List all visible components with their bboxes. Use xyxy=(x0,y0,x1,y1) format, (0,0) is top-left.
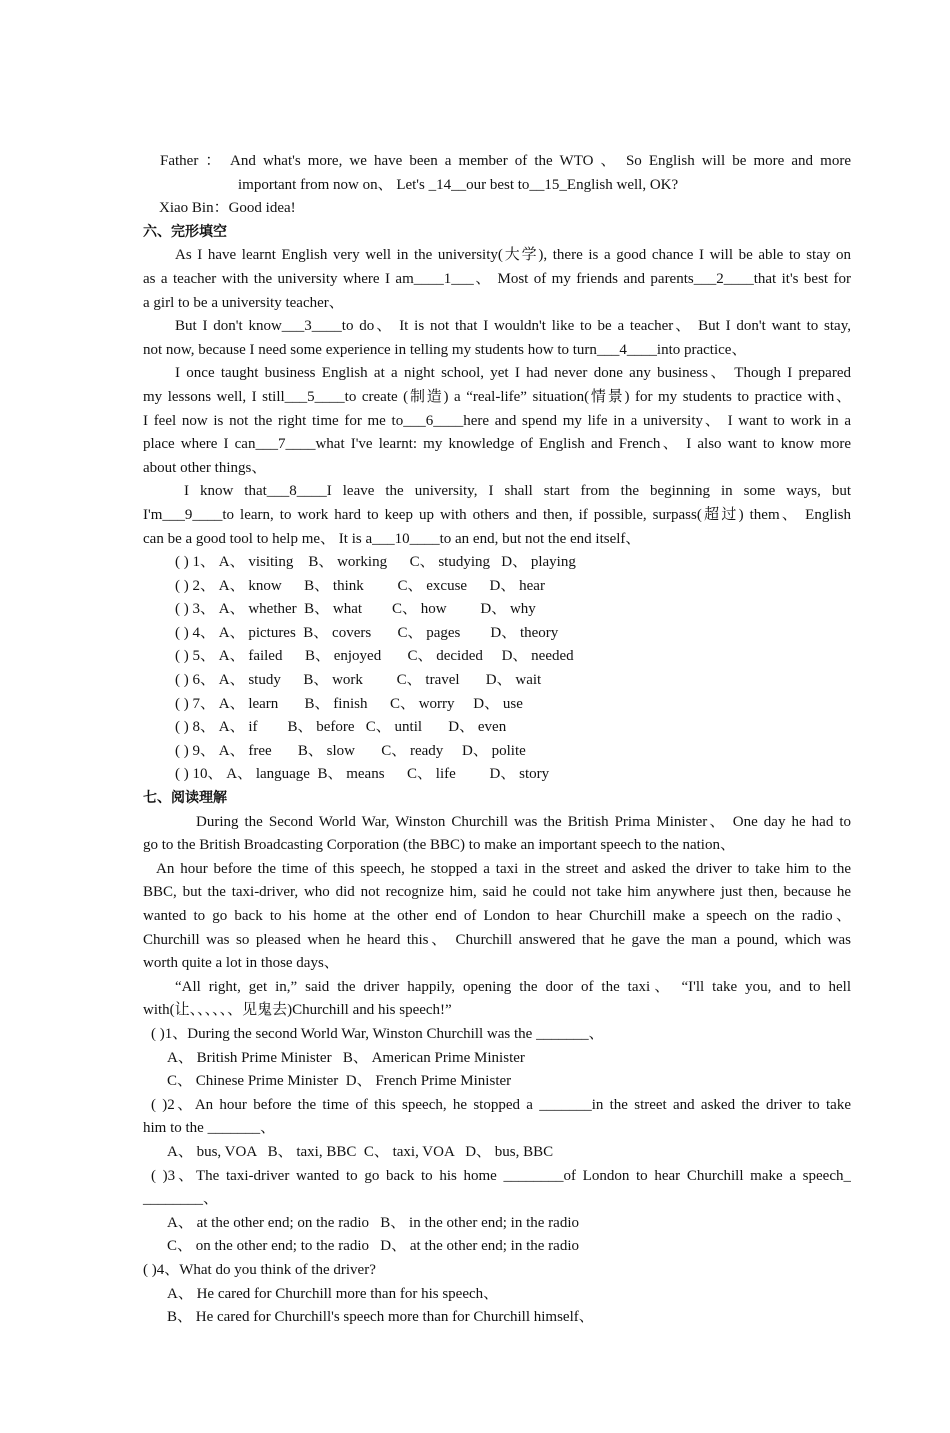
reading-line: “All right, get in,” said the driver happily, opening the door of the taxi、 “I'll take you, and to hell xyxy=(175,978,851,995)
document-page xyxy=(143,150,851,1330)
section-6-heading: 六、完形填空 xyxy=(143,223,227,240)
reading-line: go to the British Broadcasting Corporation (the BBC) to make an important speech to the nation、 xyxy=(143,837,735,854)
question-line: him to the _______、 xyxy=(143,1120,276,1137)
question-option: A、 at the other end; on the radio B、 in the other end; in the radio xyxy=(167,1214,579,1231)
father-line-1 xyxy=(143,150,851,174)
reading-line: BBC, but the taxi-driver, who did not recognize him, said he could not take him anywhere just then, because he xyxy=(143,884,851,901)
question-line: ( )3、The taxi-driver wanted to go back to his home ________of London to hear Churchill make a speech_ xyxy=(151,1167,851,1184)
cloze-line: a girl to be a university teacher、 xyxy=(143,294,344,311)
cloze-line: I'm___9____to learn, to work hard to keep up with others and then, if possible, surpass(超过) them、 English xyxy=(143,506,851,523)
cloze-line: place where I can___7____what I've learnt: my knowledge of English and French、 I also want to know more xyxy=(143,436,851,453)
reading-line: worth quite a lot in those days、 xyxy=(143,955,339,972)
cloze-line: my lessons well, I still___5____to create (制造) a “real-life” situation(情景) for my students to practice with、 xyxy=(143,388,851,405)
speaker-father: Father ： xyxy=(160,153,224,169)
question-line: ( )2、An hour before the time of this speech, he stopped a _______in the street and asked the driver to take xyxy=(151,1096,851,1113)
question-option: A、 British Prime Minister B、 American Prime Minister xyxy=(167,1049,525,1066)
option-row: ( ) 9、 A、 free B、 slow C、 ready D、 polite xyxy=(175,742,526,759)
question-option: A、 He cared for Churchill more than for his speech、 xyxy=(167,1285,499,1302)
reading-line: with(让、、、、、、见鬼去)Churchill and his speech!” xyxy=(143,1002,452,1019)
question-line: ________、 xyxy=(143,1191,219,1208)
section-7-heading: 七、阅读理解 xyxy=(143,790,227,807)
cloze-line: I once taught business English at a night school, yet I had never done any business、 Though I prepared xyxy=(175,365,851,382)
reading-line: wanted to go back to his home at the other end of London to hear Churchill make a speech on the radio、 xyxy=(143,908,851,924)
option-row: ( ) 7、 A、 learn B、 finish C、 worry D、 use xyxy=(175,695,523,712)
cloze-line: as a teacher with the university where I am____1___、 Most of my friends and parents___2____that it's best for xyxy=(143,270,851,287)
question-option: A、 bus, VOA B、 taxi, BBC C、 taxi, VOA D、 bus, BBC xyxy=(167,1143,554,1160)
reading-line: During the Second World War, Winston Churchill was the British Prima Minister、 One day he had to xyxy=(196,813,851,830)
cloze-line: can be a good tool to help me、 It is a___10____to an end, but not the end itself、 xyxy=(143,530,641,547)
cloze-line: about other things、 xyxy=(143,459,267,476)
question-line: ( )1、During the second World War, Winston Churchill was the _______、 xyxy=(151,1025,604,1042)
option-row: ( ) 8、 A、 if B、 before C、 until D、 even xyxy=(175,719,507,736)
cloze-line: not now, because I need some experience in telling my students how to turn___4____into practice、 xyxy=(143,341,747,358)
cloze-line: I know that___8____I leave the university, I shall start from the beginning in some ways, but xyxy=(184,483,851,500)
reading-line: Churchill was so pleased when he heard this、 Churchill answered that he gave the man a pound, which was xyxy=(143,931,851,948)
option-row: ( ) 3、 A、 whether B、 what C、 how D、 why xyxy=(175,601,536,618)
reading-line: An hour before the time of this speech, he stopped a taxi in the street and asked the driver to take him to the xyxy=(156,860,851,877)
option-row: ( ) 5、 A、 failed B、 enjoyed C、 decided D、 needed xyxy=(175,648,574,665)
option-row: ( ) 4、 A、 pictures B、 covers C、 pages D、 theory xyxy=(175,624,559,641)
cloze-line: But I don't know___3____to do、 It is not that I wouldn't like to be a teacher、 But I don't want to stay, xyxy=(175,318,851,335)
cloze-line: I feel now is not the right time for me to___6____here and spend my life in a university、 I want to work in a xyxy=(143,412,851,429)
father-speech: And what's more, we have been a member of the WTO 、 So English will be more and more xyxy=(230,153,851,169)
question-option: C、 Chinese Prime Minister D、 French Prime Minister xyxy=(167,1073,512,1090)
option-row: ( ) 1、 A、 visiting B、 working C、 studying D、 playing xyxy=(175,554,576,571)
father-line-2: important from now on、 Let's _14__our best to__15_English well, OK? xyxy=(238,176,679,193)
question-option: C、 on the other end; to the radio D、 at the other end; in the radio xyxy=(167,1238,579,1255)
option-row: ( ) 10、 A、 language B、 means C、 life D、 story xyxy=(175,766,550,783)
question-line: ( )4、What do you think of the driver? xyxy=(143,1261,376,1278)
cloze-line: As I have learnt English very well in the university(大学), there is a good chance I will be able to stay on xyxy=(175,247,851,264)
option-row: ( ) 2、 A、 know B、 think C、 excuse D、 hear xyxy=(175,577,545,594)
xiao-bin-line: Xiao Bin：Good idea! xyxy=(159,200,296,217)
option-row: ( ) 6、 A、 study B、 work C、 travel D、 wait xyxy=(175,672,542,689)
question-option: B、 He cared for Churchill's speech more than for Churchill himself、 xyxy=(167,1309,594,1326)
